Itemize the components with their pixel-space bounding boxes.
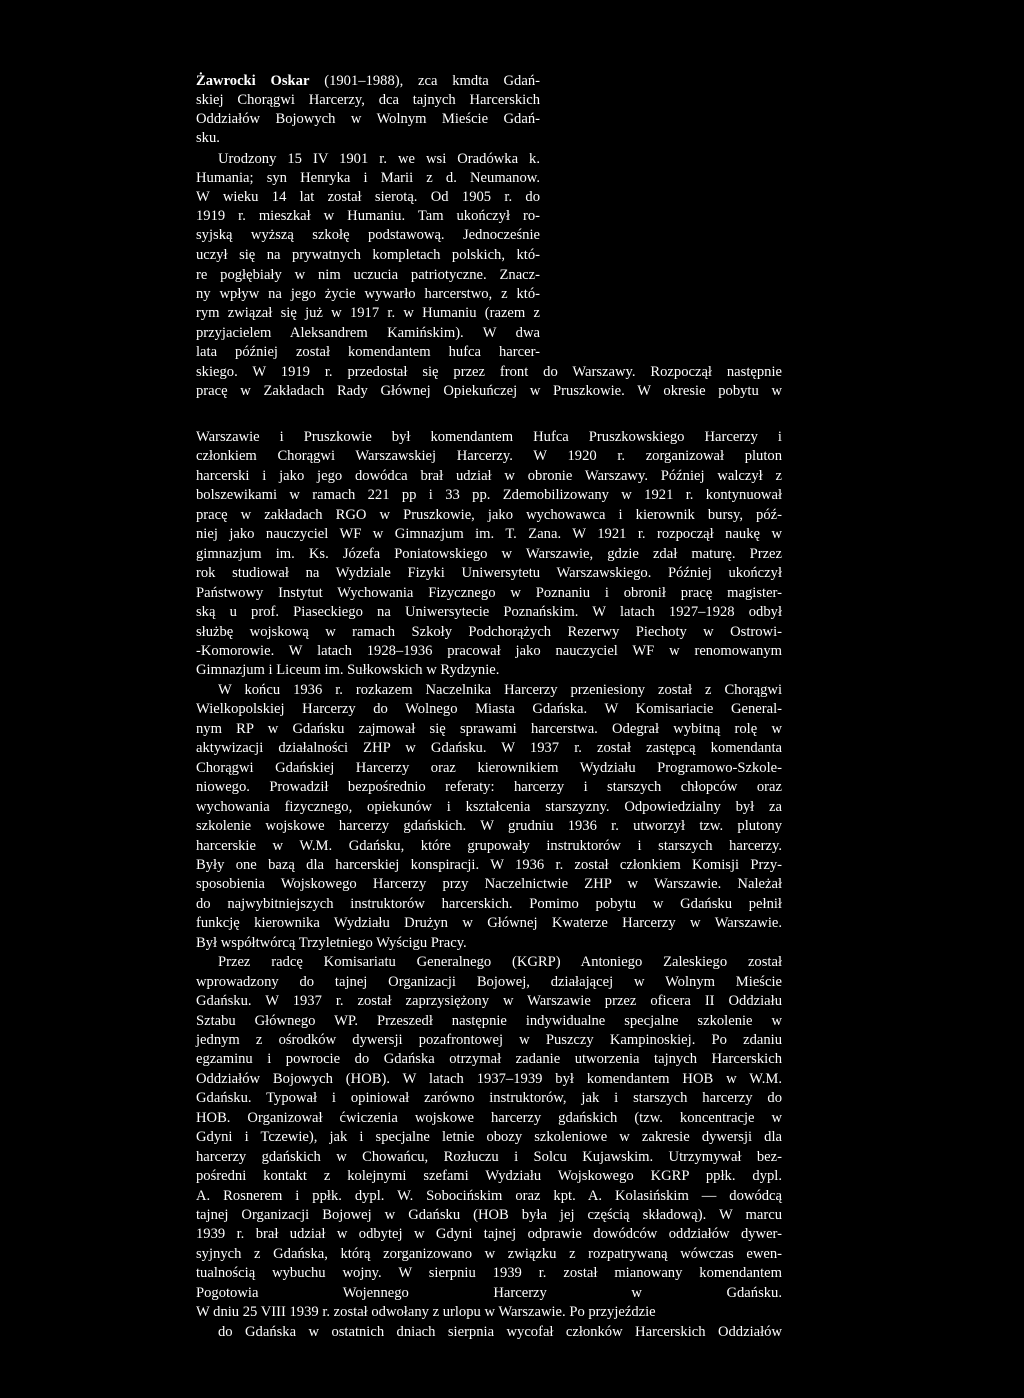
text-line: W dniu 25 VIII 1939 r. został odwołany z urlopu w Warszawie. Po przyjeździe xyxy=(196,1304,656,1321)
text-line: lata później został komendantem hufca harcer- xyxy=(196,344,540,360)
text-line: Państwowy Instytut Wychowania Fizycznego w Poznaniu i obronił pracę magister- xyxy=(196,584,782,601)
text-line: Humania; syn Henryka i Marii z d. Neumanow. xyxy=(196,170,540,186)
text-line: służbę wojskową w ramach Szkoły Podchorążych Rezerwy Piechoty w Ostrowi- xyxy=(196,623,782,640)
text-line: Chorągwi Gdańskiej Harcerzy oraz kierownikiem Wydziału Programowo-Szkole- xyxy=(196,759,782,776)
text-line: jednym z ośrodków dywersji pozafrontowej w Puszczy Kampinoskiej. Po zdaniu xyxy=(196,1031,782,1048)
text-line: pracę w zakładach RGO w Pruszkowie, jako wychowawca i kierownik bursy, póź- xyxy=(196,506,782,523)
text-line: ską u prof. Piaseckiego na Uniwersytecie Poznańskim. W latach 1927–1928 odbył xyxy=(196,604,782,620)
text-line: niej jako nauczyciel WF w Gimnazjum im. T. Zana. W 1921 r. rozpoczął naukę w xyxy=(196,526,782,543)
text-line: W wieku 14 lat został sierotą. Od 1905 r. do xyxy=(196,189,540,205)
text-line: Wielkopolskiej Harcerzy do Wolnego Miasta Gdańska. W Komisariacie General- xyxy=(196,701,782,718)
text-line: egzaminu i powrocie do Gdańska otrzymał zadanie utworzenia tajnych Harcerskich xyxy=(196,1051,782,1068)
text-line: bolszewikami w ramach 221 pp i 33 pp. Zdemobilizowany w 1921 r. kontynuował xyxy=(196,487,782,504)
text-line: harcerski i jako jego dowódca brał udział w obronie Warszawy. Później walczył z xyxy=(196,467,782,484)
text-line: HOB. Organizował ćwiczenia wojskowe harcerzy gdańskich (tzw. koncentracje w xyxy=(196,1109,782,1126)
text-line: tualnością wybuchu wojny. W sierpniu 1939 r. został mianowany komendantem xyxy=(196,1265,782,1282)
text-line: rok studiował na Wydziale Fizyki Uniwersytetu Warszawskiego. Później ukończył xyxy=(196,565,782,582)
text-line: 1939 r. brał udział w odbytej w Gdyni tajnej odprawie dowódców oddziałów dywer- xyxy=(196,1226,782,1243)
text-line: syjską wyższą szkołę podstawową. Jednocześnie xyxy=(196,227,540,243)
text-line: uczył się na prywatnych kompletach polskich, któ- xyxy=(196,247,540,263)
text-line xyxy=(196,72,540,91)
text-line: Urodzony 15 IV 1901 r. we wsi Oradówka k. xyxy=(218,151,540,167)
text-line: harcerskie w W.M. Gdańsku, które grupowały instruktorów i starszych harcerzy. xyxy=(196,837,782,854)
text-line: Przez radcę Komisariatu Generalnego (KGRP) Antoniego Zaleskiego został xyxy=(218,954,782,971)
text-line: Sztabu Głównego WP. Przeszedł następnie indywidualne specjalne szkolenie w xyxy=(196,1012,782,1029)
text-line: A. Rosnerem i ppłk. dypl. W. Sobocińskim oraz kpt. A. Kolasińskim — dowódcą xyxy=(196,1187,782,1204)
text-line: Oddziałów Bojowych w Wolnym Mieście Gdań- xyxy=(196,111,540,127)
text-line: Gdańsku. W 1937 r. został zaprzysiężony w Warszawie przez oficera II Oddziału xyxy=(196,993,782,1009)
text-line: Były one bazą dla harcerskiej konspiracji. W 1936 r. został członkiem Komisji Przy- xyxy=(196,856,782,873)
text-line: Gimnazjum i Liceum im. Sułkowskich w Rydzynie. xyxy=(196,662,500,679)
text-line: re pogłębiały w nim uczucia patriotyczne. Znacz- xyxy=(196,267,540,283)
text-line: funkcję kierownika Wydziału Drużyn w Głównej Kwaterze Harcerzy w Warszawie. xyxy=(196,915,782,932)
entry-name: Żawrocki Oskar xyxy=(196,73,310,89)
text-line: skiego. W 1919 r. przedostał się przez front do Warszawy. Rozpoczął następnie xyxy=(196,364,782,380)
text-line: gimnazjum im. Ks. Józefa Poniatowskiego w Warszawie, gdzie zdał maturę. Przez xyxy=(196,545,782,562)
text-line: członkiem Chorągwi Warszawskiej Harcerzy. W 1920 r. zorganizował pluton xyxy=(196,448,782,465)
text-line: Był współtwórcą Trzyletniego Wyścigu Pracy. xyxy=(196,934,467,951)
text-line: Pogotowia Wojennego Harcerzy w Gdańsku. xyxy=(196,1284,782,1301)
text-line: wychowania fizycznego, opiekunów i kształcenia starszyzny. Odpowiedzialny był za xyxy=(196,798,782,815)
text-line: 1919 r. mieszkał w Humaniu. Tam ukończył ro- xyxy=(196,208,540,224)
text-line: Oddziałów Bojowych (HOB). W latach 1937–1939 był komendantem HOB w W.M. xyxy=(196,1070,782,1087)
text-line: do najwybitniejszych instruktorów harcerskich. Pomimo pobytu w Gdańsku pełnił xyxy=(196,895,782,912)
text-line: wprowadzony do tajnej Organizacji Bojowej, działającej w Wolnym Mieście xyxy=(196,973,782,990)
text-line: Warszawie i Pruszkowie był komendantem Hufca Pruszkowskiego Harcerzy i xyxy=(196,429,782,445)
text-line: przyjacielem Aleksandrem Kamińskim). W dwa xyxy=(196,325,540,341)
entry-dates: (1901–1988), zca kmdta Gdań- xyxy=(309,73,540,89)
text-line: szkolenie wojskowe harcerzy gdańskich. W grudniu 1936 r. utworzył tzw. plutony xyxy=(196,818,782,834)
text-line: tajnej Organizacji Bojowej w Gdańsku (HOB była jej częścią składową). W marcu xyxy=(196,1207,782,1223)
text-line: ny wpływ na jego życie wywarło harcerstwo, z któ- xyxy=(196,286,540,302)
text-line: sposobienia Wojskowego Harcerzy przy Naczelnictwie ZHP w Warszawie. Należał xyxy=(196,876,782,893)
text-line: W końcu 1936 r. rozkazem Naczelnika Harcerzy przeniesiony został z Chorągwi xyxy=(218,681,782,698)
text-line: nym RP w Gdańsku zajmował się sprawami harcerstwa. Odegrał wybitną rolę w xyxy=(196,720,782,737)
text-line: sku. xyxy=(196,130,220,146)
text-line: do Gdańska w ostatnich dniach sierpnia wycofał członków Harcerskich Oddziałów xyxy=(218,1323,782,1340)
text-line: pośredni kontakt z kolejnymi szefami Wydziału Wojskowego KGRP ppłk. dypl. xyxy=(196,1168,782,1185)
text-line: syjnych z Gdańska, którą zorganizowano w związku z rozpatrywaną wówczas ewen- xyxy=(196,1245,782,1262)
text-line: skiej Chorągwi Harcerzy, dca tajnych Harcerskich xyxy=(196,92,540,108)
text-line: pracę w Zakładach Rady Głównej Opiekuńczej w Pruszkowie. W okresie pobytu w xyxy=(196,383,782,399)
text-line: rym związał się już w 1917 r. w Humaniu (razem z xyxy=(196,305,540,321)
text-line: niowego. Prowadził bezpośrednio referaty: harcerzy i starszych chłopców oraz xyxy=(196,779,782,796)
text-line: aktywizacji działalności ZHP w Gdańsku. W 1937 r. został zastępcą komendanta xyxy=(196,740,782,757)
text-line: harcerzy gdańskich w Chowańcu, Rozłuczu i Solcu Kujawskim. Utrzymywał bez- xyxy=(196,1148,782,1165)
text-line: Gdańsku. Typował i opiniował zarówno instruktorów, jak i starszych harcerzy do xyxy=(196,1090,782,1107)
text-line: -Komorowie. W latach 1928–1936 pracował jako nauczyciel WF w renomowanym xyxy=(196,643,782,659)
text-line: Gdyni i Tczewie), jak i specjalne letnie obozy szkoleniowe w zakresie dywersji dla xyxy=(196,1129,782,1146)
